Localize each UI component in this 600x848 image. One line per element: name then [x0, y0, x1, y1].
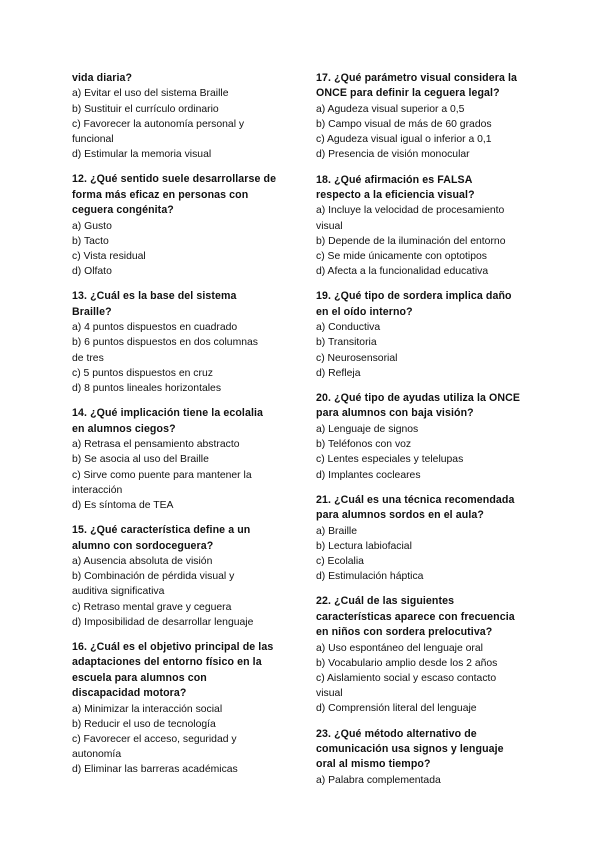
- answer-option: a) Conductiva: [316, 322, 381, 334]
- question-title: 15. ¿Qué característica define a un alumno con sordoceguera?: [72, 524, 251, 552]
- answer-option: d) Imposibilidad de desarrollar lenguaje: [72, 616, 254, 628]
- answer-option: c) Ecolalia: [316, 555, 364, 567]
- answer-option: c) 5 puntos dispuestos en cruz: [72, 367, 213, 379]
- question-spacer: [316, 381, 538, 391]
- answer-option: c) Vista residual: [72, 251, 146, 263]
- answer-option: a) Lenguaje de signos: [316, 423, 419, 435]
- answer-option: b) Combinación de pérdida visual y auditiva significativa: [72, 571, 235, 598]
- question-spacer: [72, 279, 292, 289]
- question-spacer: [72, 162, 292, 172]
- answer-option: d) 8 puntos lineales horizontales: [72, 383, 222, 395]
- question-title: 21. ¿Cuál es una técnica recomendada para alumnos sordos en el aula?: [316, 493, 515, 522]
- answer-option: d) Comprensión literal del lenguaje: [316, 703, 477, 715]
- question-spacer: [316, 279, 538, 289]
- question-spacer: [316, 483, 538, 493]
- answer-option: b) Sustituir el currículo ordinario: [72, 103, 219, 115]
- answer-option: b) Reducir el uso de tecnología: [72, 718, 216, 730]
- answer-option: c) Se mide únicamente con optotipos: [316, 251, 487, 263]
- question-block: [316, 727, 538, 788]
- answer-option: c) Favorecer la autonomía personal y funcional: [72, 118, 245, 146]
- answer-option: b) Se asocia al uso del Braille: [72, 454, 209, 466]
- question-block: [72, 71, 292, 162]
- answer-option: d) Es síntoma de TEA: [72, 499, 174, 511]
- answer-option: a) Minimizar la interacción social: [72, 703, 223, 715]
- question-block: [316, 594, 538, 716]
- question-spacer: [72, 513, 292, 523]
- question-title: 23. ¿Qué método alternativo de comunicación usa signos y lenguaje oral al mismo tiempo?: [316, 727, 504, 771]
- question-spacer: [316, 584, 538, 594]
- question-spacer: [316, 717, 538, 727]
- answer-option: b) Vocabulario amplio desde los 2 años: [316, 657, 498, 669]
- answer-option: a) 4 puntos dispuestos en cuadrado: [72, 322, 238, 334]
- answer-option: a) Palabra complementada: [316, 774, 441, 786]
- question-title: 19. ¿Qué tipo de sordera implica daño en el oído interno?: [316, 290, 512, 318]
- answer-option: d) Estimular la memoria visual: [72, 149, 212, 161]
- question-spacer: [72, 630, 292, 640]
- answer-option: b) Tacto: [72, 235, 109, 247]
- answer-option: a) Agudeza visual superior a 0,5: [316, 103, 465, 115]
- answer-option: c) Lentes especiales y telelupas: [316, 454, 464, 466]
- question-block: [316, 71, 538, 163]
- answer-option: a) Evitar el uso del sistema Braille: [72, 88, 229, 100]
- answer-option: a) Ausencia absoluta de visión: [72, 555, 213, 567]
- question-title: 12. ¿Qué sentido suele desarrollarse de forma más eficaz en personas con ceguera congénita?: [72, 173, 277, 217]
- answer-option: d) Olfato: [72, 266, 112, 278]
- answer-option: a) Gusto: [72, 220, 112, 232]
- question-block: [72, 289, 292, 396]
- question-block: [316, 173, 538, 280]
- question-title: 20. ¿Qué tipo de ayudas utiliza la ONCE para alumnos con baja visión?: [316, 392, 521, 420]
- question-title: 16. ¿Cuál es el objetivo principal de las adaptaciones del entorno físico en la escuela para alumnos con discapacidad motora?: [72, 640, 274, 700]
- question-spacer: [72, 396, 292, 406]
- answer-option: a) Incluye la velocidad de procesamiento visual: [316, 205, 505, 232]
- left-column: [72, 71, 292, 778]
- question-spacer: [316, 163, 538, 173]
- answer-option: b) Transitoria: [316, 337, 377, 349]
- answer-option: d) Eliminar las barreras académicas: [72, 764, 238, 776]
- question-title: 18. ¿Qué afirmación es FALSA respecto a la eficiencia visual?: [316, 173, 475, 202]
- question-title: 17. ¿Qué parámetro visual considera la ONCE para definir la ceguera legal?: [316, 72, 518, 100]
- answer-option: b) Depende de la iluminación del entorno: [316, 235, 506, 247]
- answer-option: c) Sirve como puente para mantener la interacción: [72, 469, 252, 496]
- answer-option: c) Retraso mental grave y ceguera: [72, 601, 232, 613]
- question-title: vida diaria?: [72, 72, 133, 84]
- question-title: 22. ¿Cuál de las siguientes características aparece con frecuencia en niños con sordera prelocutiva?: [316, 595, 515, 639]
- question-block: [72, 406, 292, 513]
- question-block: [72, 523, 292, 630]
- answer-option: d) Refleja: [316, 367, 361, 379]
- answer-option: b) Teléfonos con voz: [316, 439, 412, 451]
- answer-option: d) Presencia de visión monocular: [316, 149, 470, 161]
- question-block: [72, 172, 292, 279]
- answer-option: c) Favorecer el acceso, seguridad y autonomía: [72, 733, 237, 761]
- answer-option: b) Campo visual de más de 60 grados: [316, 119, 492, 131]
- answer-option: b) 6 puntos dispuestos en dos columnas de tres: [72, 337, 258, 364]
- answer-option: b) Lectura labiofacial: [316, 540, 412, 552]
- answer-option: a) Retrasa el pensamiento abstracto: [72, 439, 240, 451]
- answer-option: d) Afecta a la funcionalidad educativa: [316, 266, 489, 278]
- question-block: [316, 391, 538, 483]
- question-block: [316, 493, 538, 585]
- question-block: [72, 640, 292, 778]
- answer-option: d) Implantes cocleares: [316, 469, 421, 481]
- answer-option: c) Neurosensorial: [316, 352, 398, 364]
- answer-option: c) Agudeza visual igual o inferior a 0,1: [316, 134, 492, 146]
- question-title: 13. ¿Cuál es la base del sistema Braille?: [72, 290, 237, 318]
- answer-option: c) Aislamiento social y escaso contacto visual: [316, 672, 497, 700]
- question-block: [316, 289, 538, 381]
- question-title: 14. ¿Qué implicación tiene la ecolalia en alumnos ciegos?: [72, 407, 264, 435]
- answer-option: a) Braille: [316, 525, 357, 537]
- answer-option: d) Estimulación háptica: [316, 571, 424, 583]
- answer-option: a) Uso espontáneo del lenguaje oral: [316, 642, 483, 654]
- right-column: [316, 71, 538, 788]
